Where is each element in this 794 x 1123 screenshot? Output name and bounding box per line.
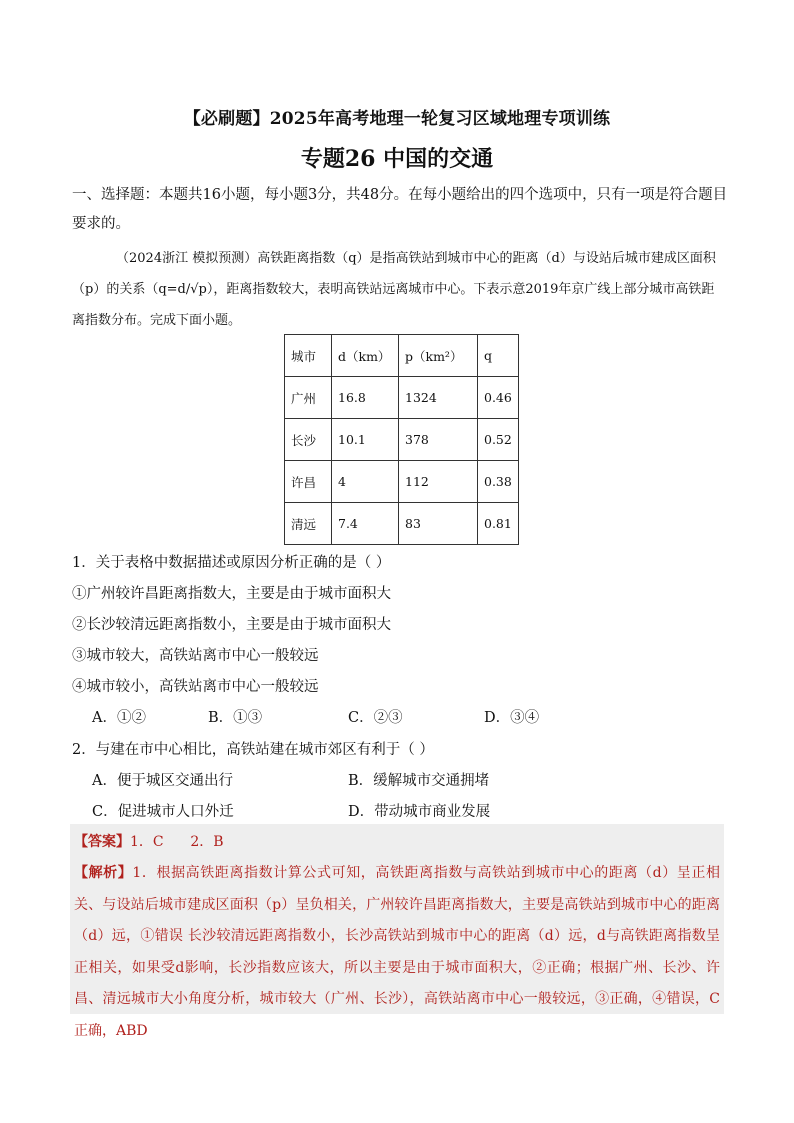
option-d[interactable]: D．③④ (484, 710, 540, 726)
question-1-statement: ③城市较大，高铁站离市中心一般较远 (72, 648, 319, 664)
table-row (285, 377, 519, 419)
page-header: 【必刷题】2025年高考地理一轮复习区域地理专项训练 (183, 109, 611, 129)
table-cell: 7.4 (332, 503, 399, 545)
table-cell: 4 (332, 461, 399, 503)
option-b[interactable]: B．①③ (208, 710, 263, 726)
table-cell: 0.38 (478, 461, 519, 503)
table-cell: 0.81 (478, 503, 519, 545)
table-row (285, 461, 519, 503)
table-row (285, 503, 519, 545)
table-cell: 378 (399, 419, 478, 461)
table-header-row (285, 335, 519, 377)
question-1-statement: ②长沙较清远距离指数小，主要是由于城市面积大 (72, 617, 391, 633)
data-table (284, 334, 519, 545)
question-2-stem: 2．与建在市中心相比，高铁站建在城市郊区有利于（ ） (72, 742, 434, 758)
table-cell: 112 (399, 461, 478, 503)
table-cell: 清远 (285, 503, 332, 545)
table-cell: 广州 (285, 377, 332, 419)
table-cell: 许昌 (285, 461, 332, 503)
option-a[interactable]: A．①② (92, 710, 146, 726)
passage-text: （2024浙江 模拟预测）高铁距离指数（q）是指高铁站到城市中心的距离（d）与设站后城市建成区面积（p）的关系（q=d/√p），距离指数较大，表明高铁站远离城市中心。下表示意2019年京广线上部分城市高铁距离指数分布。完成下面小题。 (72, 251, 716, 328)
section-instructions: 一、选择题：本题共16小题，每小题3分，共48分。在每小题给出的四个选项中，只有一项是符合题目要求的。 (72, 187, 728, 232)
table-cell: 0.46 (478, 377, 519, 419)
answer-line (74, 831, 224, 851)
table-header-cell: p（km²） (399, 335, 478, 377)
table-header-cell: 城市 (285, 335, 332, 377)
answer-text: 1．C 2．B (130, 834, 224, 850)
table-cell: 83 (399, 503, 478, 545)
option-d[interactable]: D．带动城市商业发展 (348, 804, 491, 820)
table-header-cell: q (478, 335, 519, 377)
explanation-text (74, 858, 720, 1047)
option-c[interactable]: C．促进城市人口外迁 (92, 804, 234, 820)
table-row (285, 419, 519, 461)
table-header-cell: d（km） (332, 335, 399, 377)
question-1-statement: ①广州较许昌距离指数大，主要是由于城市面积大 (72, 586, 391, 602)
answer-tag: 【答案】 (74, 834, 130, 850)
table-cell: 1324 (399, 377, 478, 419)
question-2-options-row-2 (92, 802, 652, 822)
question-1-stem: 1．关于表格中数据描述或原因分析正确的是（ ） (72, 555, 391, 571)
option-c[interactable]: C．②③ (348, 710, 403, 726)
table-cell: 10.1 (332, 419, 399, 461)
question-1-options (92, 708, 652, 728)
option-a[interactable]: A．便于城区交通出行 (92, 773, 233, 789)
option-b[interactable]: B．缓解城市交通拥堵 (348, 773, 490, 789)
question-2-options-row-1 (92, 771, 652, 791)
table-cell: 16.8 (332, 377, 399, 419)
page-title: 专题26 中国的交通 (300, 146, 494, 172)
table-cell: 长沙 (285, 419, 332, 461)
question-1-statement: ④城市较小，高铁站离市中心一般较远 (72, 679, 319, 695)
table-cell: 0.52 (478, 419, 519, 461)
explanation-body: 1．根据高铁距离指数计算公式可知，高铁距离指数与高铁站到城市中心的距离（d）呈正相关、与设站后城市建成区面积（p）呈负相关，广州较许昌距离指数大，主要是高铁站到城市中心的距离（d）远，①错误 长沙较清远距离指数小，长沙高铁站到城市中心的距离（d）远，d与高铁距离指数呈正相关，如果受d影响，长沙指数应该大，所以主要是由于城市面积大，②正确；根据广州、长沙、许昌、清远城市大小角度分析，城市较大（广州、长沙），高铁站离市中心一般较远，③正确，④错误，C正确，ABD (74, 865, 720, 1039)
explanation-tag: 【解析】 (74, 865, 133, 881)
